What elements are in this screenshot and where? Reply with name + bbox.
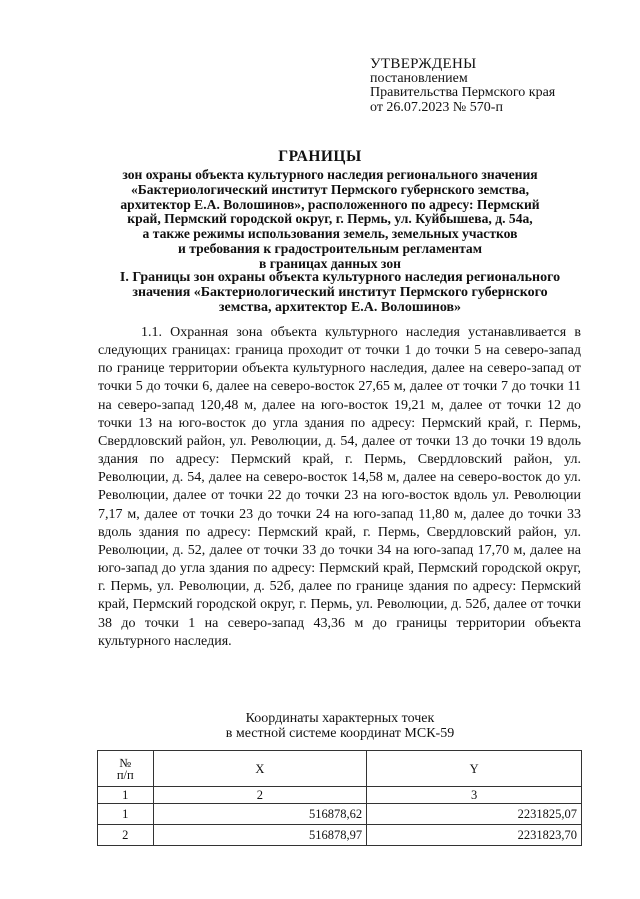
subtitle-line: «Бактериологический институт Пермского губернского земства, bbox=[130, 181, 530, 197]
table-header-row bbox=[98, 751, 582, 787]
row-number: 2 bbox=[98, 825, 154, 846]
row-x-value: 516878,97 bbox=[153, 825, 367, 846]
caption-line: в местной системе координат МСК-59 bbox=[225, 726, 455, 741]
index-cell: 1 bbox=[98, 787, 154, 804]
row-number: 1 bbox=[98, 804, 154, 825]
section-heading-line: I. Границы зон охраны объекта культурного наследия регионального bbox=[119, 270, 561, 285]
subtitle-line: архитектор Е.А. Волошинов», расположенного по адресу: Пермский bbox=[120, 196, 540, 212]
section-heading-line: значения «Бактериологический институт Пермского губернского bbox=[132, 284, 548, 300]
subtitle-line: а также режимы использования земель, земельных участков bbox=[142, 226, 518, 242]
document-subtitle bbox=[90, 168, 570, 272]
approval-stamp bbox=[370, 57, 610, 115]
approval-line-date: от 26.07.2023 № 570-п bbox=[370, 99, 503, 115]
caption-line: Координаты характерных точек bbox=[245, 711, 435, 726]
header-y: Y bbox=[367, 751, 582, 787]
subtitle-line: зон охраны объекта культурного наследия регионального значения bbox=[122, 167, 538, 182]
header-number-abbr: п/п bbox=[116, 767, 134, 782]
header-x: X bbox=[153, 751, 367, 787]
table-caption bbox=[0, 711, 640, 741]
section-heading-line: земства, архитектор Е.А. Волошинов» bbox=[218, 299, 462, 315]
approval-line-government: Правительства Пермского края bbox=[370, 85, 556, 100]
subtitle-line: край, Пермский городской округ, г. Пермь, ул. Куйбышева, д. 54а, bbox=[127, 211, 533, 227]
approval-heading: УТВЕРЖДЕНЫ bbox=[370, 56, 477, 72]
document-title: ГРАНИЦЫ bbox=[278, 148, 362, 165]
row-x-value: 516878,62 bbox=[153, 804, 367, 825]
subtitle-line: и требования к градостроительным регламентам bbox=[178, 240, 482, 256]
index-cell: 3 bbox=[367, 787, 582, 804]
approval-line-decree: постановлением bbox=[370, 70, 468, 86]
row-y-value: 2231825,07 bbox=[367, 804, 582, 825]
table-row bbox=[98, 804, 582, 825]
paragraph-1-1: 1.1. Охранная зона объекта культурного наследия устанавливается в следующих границах: граница проходит от точки 1 до точки 5 на северо-запад по границе территории объекта культурного наследия, далее на северо-запад от точки 5 до точки 6, далее на северо-восток 27,65 м, далее от точки 7 до точки 11 на северо-запад 120,48 м, далее на юго-восток 19,21 м, далее от точки 12 до точки 13 на юго-восток до угла здания по адресу: Пермский край, г. Пермь, Свердловский район, ул. Революции, д. 54, далее от точки 13 до точки 19 вдоль здания по адресу: Пермский край, г. Пермь, Свердловский район, ул. Революции, д. 54, далее на северо-восток 14,58 м, далее на северо-восток до ул. Революции, далее от точки 22 до точки 23 на юго-восток вдоль ул. Революции 7,17 м, далее от точки 23 до точки 24 на юго-запад 11,80 м, далее до точки 33 вдоль здания по адресу: Пермский край, г. Пермь, Свердловский район, ул. Революции, д. 52, далее от точки 33 до точки 34 на юго-запад 17,70 м, далее на юго-запад до угла здания по адресу: Пермский край, Пермский городской округ, г. Пермь, ул. Революции, д. 52б, далее по границе здания по адресу: Пермский край, Пермский городской округ, г. Пермь, ул. Революции, д. 52б, далее от точки 38 до точки 1 на северо-запад 43,36 м до границы территории объекта культурного наследия. bbox=[98, 325, 581, 649]
header-number-symbol: № bbox=[119, 755, 132, 770]
row-y-value: 2231823,70 bbox=[367, 825, 582, 846]
header-number bbox=[98, 751, 154, 787]
section-heading bbox=[95, 271, 585, 315]
table-index-row bbox=[98, 787, 582, 804]
subtitle-line: в границах данных зон bbox=[259, 255, 401, 271]
coordinates-table bbox=[97, 750, 582, 846]
table-row bbox=[98, 825, 582, 846]
index-cell: 2 bbox=[153, 787, 367, 804]
